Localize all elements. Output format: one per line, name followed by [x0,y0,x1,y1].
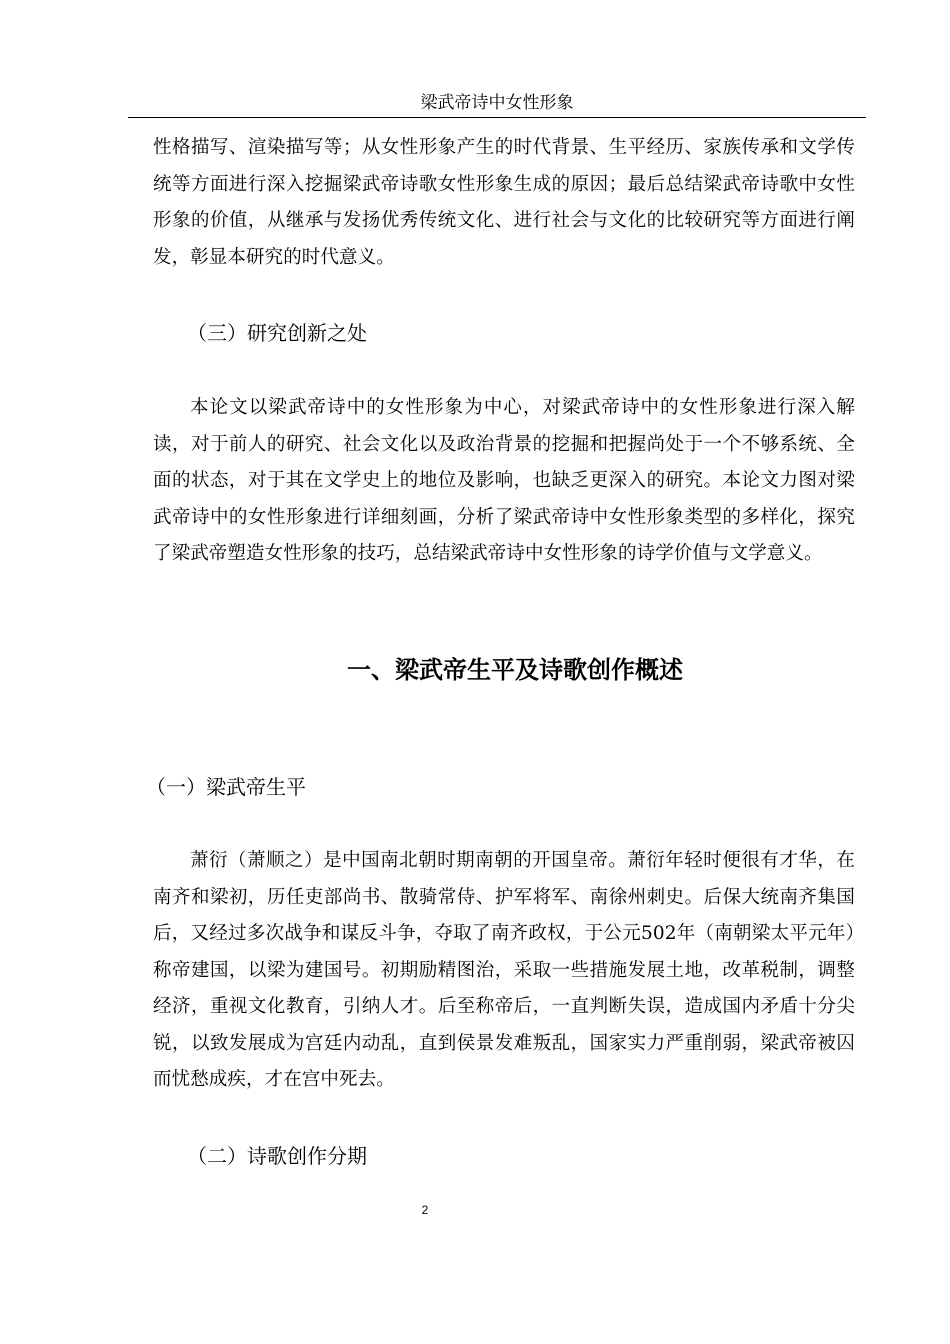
heading-poetry-periods: （二）诗歌创作分期 [187,1144,367,1168]
heading-biography: （一）梁武帝生平 [146,775,306,799]
heading-research-innovation: （三）研究创新之处 [187,321,367,345]
paragraph-innovation: 本论文以梁武帝诗中的女性形象为中心，对梁武帝诗中的女性形象进行深入解读，对于前人的研究、社会文化以及政治背景的挖掘和把握尚处于一个不够系统、全面的状态，对于其在文学史上的地位及影响，也缺乏更深入的研究。本论文力图对梁武帝诗中的女性形象进行详细刻画，分析了梁武帝诗中女性形象类型的多样化，探究了梁武帝塑造女性形象的技巧，总结梁武帝诗中女性形象的诗学价值与文学意义。 [153,397,855,564]
paragraph-continuation: 性格描写、渲染描写等；从女性形象产生的时代背景、生平经历、家族传承和文学传统等方面进行深入挖掘梁武帝诗歌女性形象生成的原因；最后总结梁武帝诗歌中女性形象的价值，从继承与发扬优秀传统文化、进行社会与文化的比较研究等方面进行阐发，彰显本研究的时代意义。 [153,137,855,268]
paragraph-biography: 萧衍（萧顺之）是中国南北朝时期南朝的开国皇帝。萧衍年轻时便很有才华，在南齐和梁初，历任吏部尚书、散骑常侍、护军将军、南徐州刺史。后保大统南齐集国后，又经过多次战争和谋反斗争，夺取了南齐政权，于公元502年（南朝梁太平元年）称帝建国，以梁为建国号。初期励精图治，采取一些措施发展土地，改革税制，调整经济，重视文化教育，引纳人才。后至称帝后，一直判断失误，造成国内矛盾十分尖锐，以致发展成为宫廷内动乱，直到侯景发难叛乱，国家实力严重削弱，梁武帝被囚而忧愁成疾，才在宫中死去。 [153,850,855,1090]
chapter-title: 一、梁武帝生平及诗歌创作概述 [347,656,683,684]
running-header: 梁武帝诗中女性形象 [128,92,866,118]
page-number: 2 [421,1203,429,1217]
